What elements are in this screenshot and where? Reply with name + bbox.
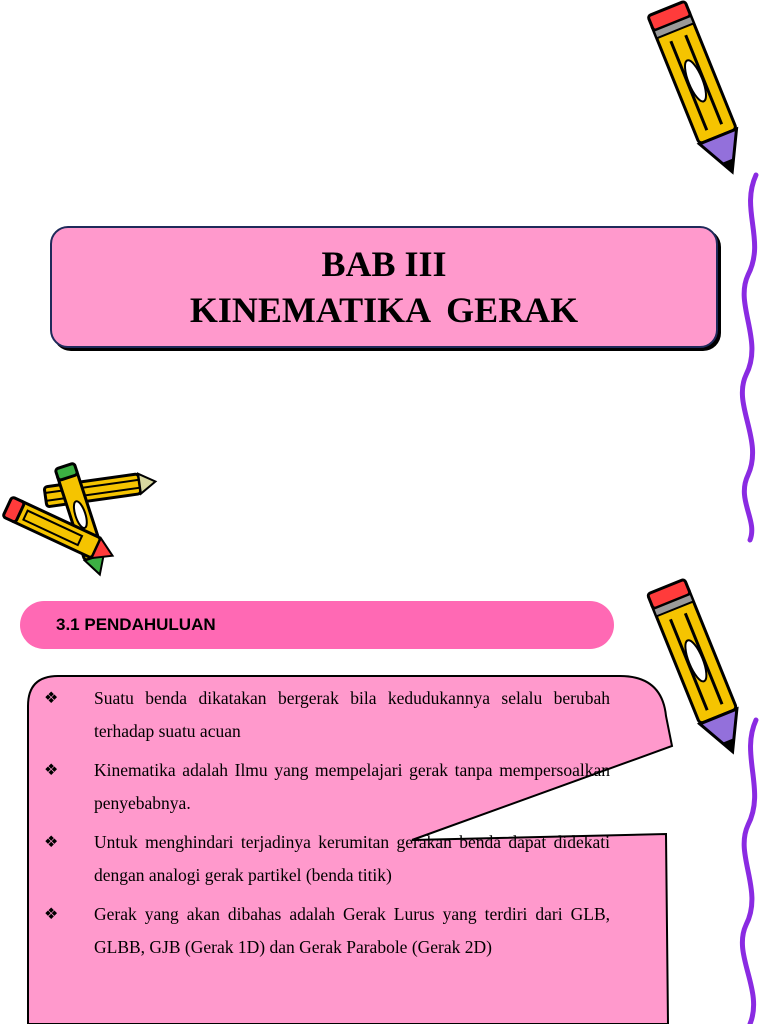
bullet-diamond-icon: ❖ (44, 906, 59, 923)
section-header (20, 601, 614, 649)
bullet-list (44, 682, 610, 970)
list-item (44, 754, 610, 820)
list-item (44, 826, 610, 892)
section-title: 3.1 PENDAHULUAN (56, 615, 216, 634)
list-item (44, 682, 610, 748)
bullet-text: Kinematika adalah Ilmu yang mempelajari gerak tanpa mempersoalkan penyebabnya. (94, 760, 610, 813)
bullet-diamond-icon: ❖ (44, 762, 59, 779)
bullet-text: Gerak yang akan dibahas adalah Gerak Lurus yang terdiri dari GLB, GLBB, GJB (Gerak 1D) dan Gerak Parabole (Gerak 2D) (94, 904, 610, 957)
title-card (50, 226, 718, 348)
bullet-text: Untuk menghindari terjadinya kerumitan gerakan benda dapat didekati dengan analogi gerak partikel (benda titik) (94, 832, 610, 885)
bullet-diamond-icon: ❖ (44, 690, 59, 707)
pencil-icon (640, 0, 760, 185)
crossed-pencils-icon (0, 460, 160, 580)
list-item (44, 898, 610, 964)
bullet-diamond-icon: ❖ (44, 834, 59, 851)
bullet-text: Suatu benda dikatakan bergerak bila kedudukannya selalu berubah terhadap suatu acuan (94, 688, 610, 741)
chapter-title: BAB III (321, 244, 447, 284)
chapter-subtitle: KINEMATIKA GERAK (189, 290, 579, 330)
